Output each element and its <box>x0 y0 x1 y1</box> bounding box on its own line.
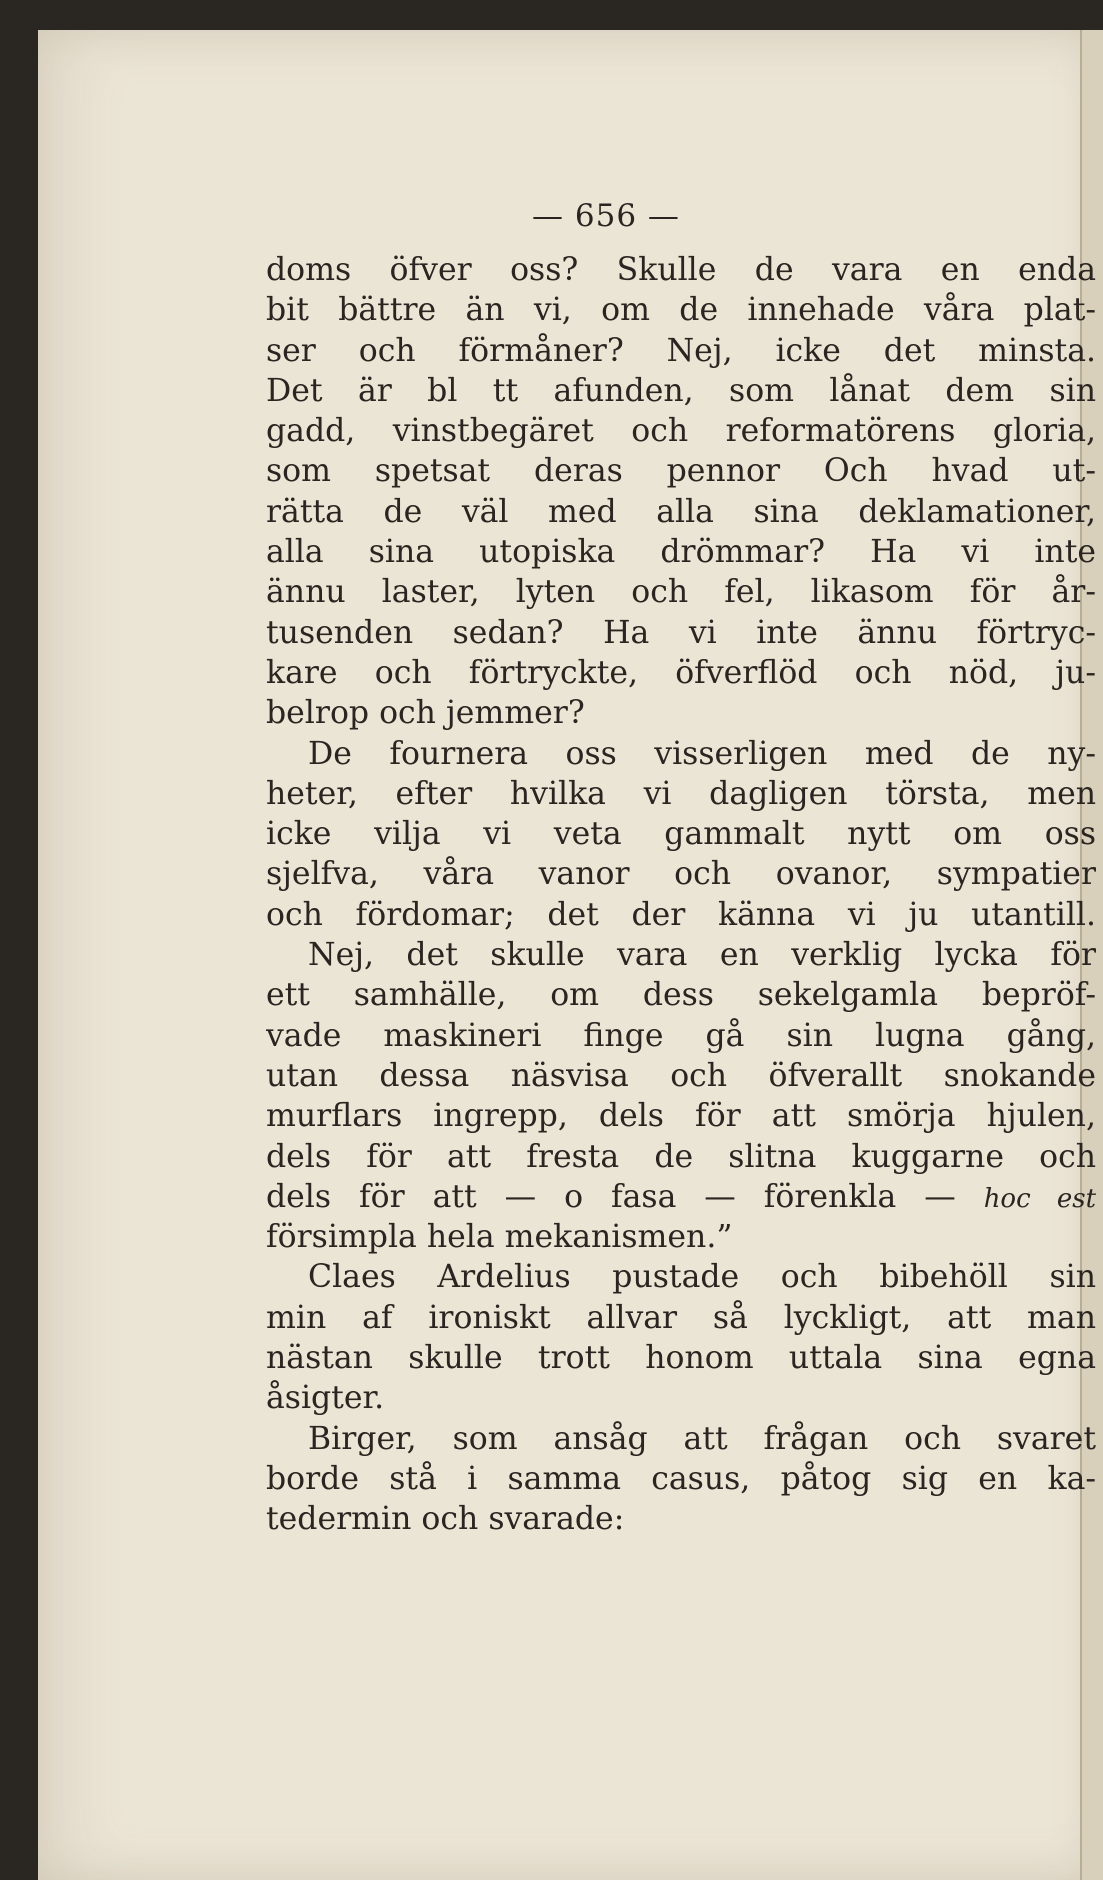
text-line: bit bättre än vi, om de innehade våra plat- <box>266 292 1096 329</box>
text-line: kare och förtryckte, öfverflöd och nöd, ju- <box>266 654 1096 691</box>
text-line: dels för att fresta de slitna kuggarne och <box>266 1138 1096 1175</box>
text-line: belrop och jemmer? <box>266 695 585 732</box>
italic-phrase: hoc est <box>983 1183 1096 1214</box>
text-line: gadd, vinstbegäret och reformatörens gloria, <box>266 413 1096 450</box>
page-number: — 656 — <box>532 198 680 234</box>
text-line: heter, efter hvilka vi dagligen törsta, men <box>266 775 1096 812</box>
text-line: ännu laster, lyten och fel, likasom för år- <box>266 574 1096 611</box>
text-line: och fördomar; det der känna vi ju utantill. <box>266 896 1096 933</box>
paragraph-first-line: De fournera oss visserligen med de ny- <box>308 735 1096 772</box>
text-line: åsigter. <box>266 1380 385 1417</box>
text-line: Det är bl tt afunden, som lånat dem sin <box>266 372 1096 409</box>
text-line: vade maskineri finge gå sin lugna gång, <box>266 1017 1096 1054</box>
text-line: icke vilja vi veta gammalt nytt om oss <box>266 816 1096 853</box>
text-line: nästan skulle trott honom uttala sina egna <box>266 1340 1096 1377</box>
text-line: borde stå i samma casus, påtog sig en ka- <box>266 1460 1096 1497</box>
paragraph-first-line: Birger, som ansåg att frågan och svaret <box>308 1420 1096 1457</box>
paragraph-first-line: Nej, det skulle vara en verklig lycka för <box>308 937 1096 974</box>
text-segment: dels för att — o fasa — förenkla — <box>266 1178 956 1215</box>
text-line: min af ironiskt allvar så lyckligt, att man <box>266 1299 1096 1336</box>
text-line: utan dessa näsvisa och öfverallt snokande <box>266 1057 1096 1094</box>
text-line: försimpla hela mekanismen.” <box>266 1219 733 1256</box>
paragraph-first-line: Claes Ardelius pustade och bibehöll sin <box>308 1259 1096 1296</box>
text-line: doms öfver oss? Skulle de vara en enda <box>266 252 1096 288</box>
text-line-with-italic <box>266 1177 1096 1217</box>
text-line: sjelfva, våra vanor och ovanor, sympatier <box>266 856 1096 893</box>
text-line: rätta de väl med alla sina deklamationer, <box>266 493 1096 530</box>
text-line: murflars ingrepp, dels för att smörja hjulen, <box>266 1098 1096 1135</box>
text-line: tusenden sedan? Ha vi inte ännu förtryc- <box>266 614 1096 651</box>
text-line: alla sina utopiska drömmar? Ha vi inte <box>266 534 1096 571</box>
text-line: ett samhälle, om dess sekelgamla bepröf- <box>266 977 1096 1014</box>
text-line: tedermin och svarade: <box>266 1501 625 1538</box>
body-text <box>266 250 1096 1540</box>
text-line: ser och förmåner? Nej, icke det minsta. <box>266 332 1096 369</box>
text-line: som spetsat deras pennor Och hvad ut- <box>266 453 1096 490</box>
